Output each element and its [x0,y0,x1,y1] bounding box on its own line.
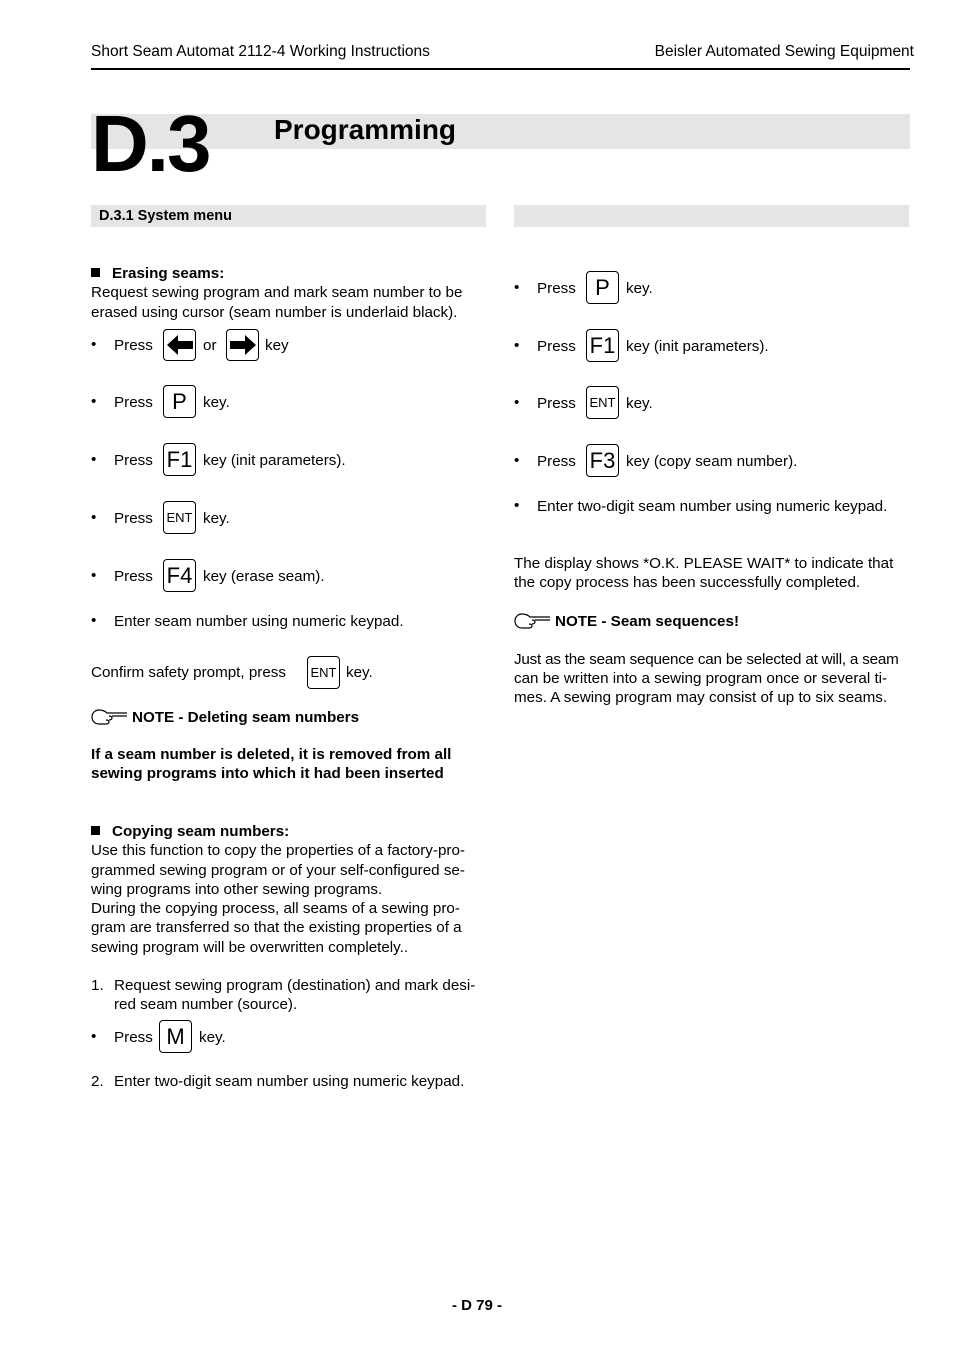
confirm-suffix: key. [346,664,373,681]
step-press: Press [114,510,153,527]
bullet: • [91,509,97,526]
ent-key: ENT [586,386,619,419]
copying-line: Use this function to copy the properties of a factory-pro- [91,842,465,859]
note-deleting [91,708,359,728]
pointing-hand-icon [514,612,551,630]
subsection-title: D.3.1 System menu [99,208,232,224]
f1-key: F1 [586,329,619,362]
erasing-intro-1: Request sewing program and mark seam number to be [91,284,463,301]
display-line-1: The display shows *O.K. PLEASE WAIT* to indicate that [514,555,894,572]
f1-key: F1 [163,443,196,476]
left-arrow-key [163,329,196,361]
header-right: Beisler Automated Sewing Equipment [654,43,914,60]
copying-line: sewing program will be overwritten completely.. [91,939,409,956]
step-press: Press [114,394,153,411]
step-press: Press [537,395,576,412]
step-suffix: key (erase seam). [203,568,325,585]
numbered-step-1-line-1: Request sewing program (destination) and mark desi- [114,977,476,994]
square-bullet-icon [91,268,100,277]
step-press: Press [114,337,153,354]
note-deleting-line-2: sewing programs into which it had been inserted [91,765,444,782]
header-left: Short Seam Automat 2112-4 Working Instructions [91,43,430,60]
header-rule [91,68,910,70]
step-press: Press [537,453,576,470]
step-or: or [203,337,217,354]
step-suffix: key (copy seam number). [626,453,798,470]
bullet: • [514,337,520,354]
bullet: • [514,279,520,296]
step-suffix: key. [203,510,230,527]
arrow-left-icon [167,335,193,355]
p-key: P [586,271,619,304]
note-deleting-line-1: If a seam number is deleted, it is removed from all [91,746,452,763]
note-sequences-line: mes. A sewing program may consist of up to six seams. [514,689,888,706]
arrow-right-icon [230,335,256,355]
bullet: • [91,451,97,468]
note-sequences-line: Just as the seam sequence can be selected at will, a seam [514,651,899,668]
bullet: • [91,393,97,410]
step-suffix: key. [626,280,653,297]
step-press: Press [114,1029,153,1046]
ent-key: ENT [307,656,340,689]
bullet: • [91,567,97,584]
copying-line: gram are transferred so that the existing properties of a [91,919,462,936]
bullet: • [91,1028,97,1045]
step-press: Press [537,338,576,355]
copying-heading-text: Copying seam numbers: [112,823,290,840]
right-arrow-key [226,329,259,361]
page-number: - D 79 - [451,1297,502,1314]
list-number-2: 2. [91,1073,104,1090]
copying-heading [91,822,289,842]
section-band [91,114,910,149]
step-press: Press [114,452,153,469]
bullet: • [91,612,97,629]
subsection-band-right [514,205,909,227]
note-deleting-heading: NOTE - Deleting seam numbers [132,709,360,726]
list-number-1: 1. [91,977,104,994]
erasing-heading-text: Erasing seams: [112,265,225,282]
ent-key: ENT [163,501,196,534]
pointing-hand-icon [91,708,128,726]
section-title: Programming [274,114,457,145]
note-sequences [514,612,739,632]
bullet: • [91,336,97,353]
step-suffix: key. [203,394,230,411]
copying-line: During the copying process, all seams of a sewing pro- [91,900,460,917]
step-text: Enter seam number using numeric keypad. [114,613,404,630]
copying-line: grammed sewing program or of your self-configured se- [91,862,465,879]
m-key: M [159,1020,192,1053]
step-suffix: key. [199,1029,226,1046]
section-number: D.3 [91,99,210,188]
f3-key: F3 [586,444,619,477]
bullet: • [514,452,520,469]
step-press: Press [114,568,153,585]
bullet: • [514,497,520,514]
p-key: P [163,385,196,418]
note-sequences-heading: NOTE - Seam sequences! [555,613,740,630]
note-sequences-line: can be written into a sewing program once or several ti- [514,670,888,687]
f4-key: F4 [163,559,196,592]
step-suffix: key [265,337,289,354]
erasing-heading [91,264,224,284]
bullet: • [514,394,520,411]
confirm-text: Confirm safety prompt, press [91,664,286,681]
square-bullet-icon [91,826,100,835]
erasing-intro-2: erased using cursor (seam number is underlaid black). [91,304,458,321]
numbered-step-1-line-2: red seam number (source). [114,996,298,1013]
step-press: Press [537,280,576,297]
copying-line: wing programs into other sewing programs. [91,881,383,898]
step-suffix: key (init parameters). [203,452,346,469]
step-text: Enter two-digit seam number using numeric keypad. [537,498,888,515]
display-line-2: the copy process has been successfully completed. [514,574,861,591]
step-suffix: key (init parameters). [626,338,769,355]
step-suffix: key. [626,395,653,412]
numbered-step-2: Enter two-digit seam number using numeric keypad. [114,1073,465,1090]
